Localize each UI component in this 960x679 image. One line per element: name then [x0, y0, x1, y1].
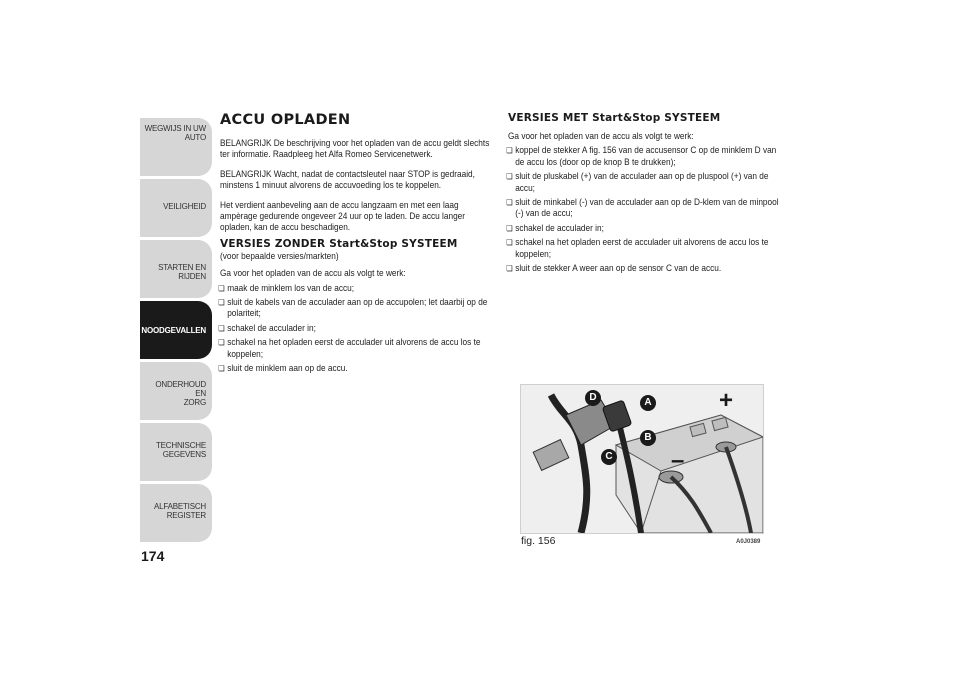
sidebar-item-label: AUTO — [184, 133, 206, 142]
list-item: ❏ sluit de kabels van de acculader aan op de accupolen; let daarbij op de polariteit; — [220, 297, 497, 320]
sidebar-item-register[interactable] — [140, 484, 212, 542]
paragraph: BELANGRIJK Wacht, nadat de contactsleutel naar STOP is gedraaid, minstens 1 minuut alvorens de accuvoeding los te koppelen. — [220, 168, 475, 191]
intro-text: Ga voor het opladen van de accu als volgt te werk: — [508, 131, 694, 141]
list-item: ❏ schakel de acculader in; — [220, 323, 497, 334]
battery-figure — [520, 384, 764, 534]
label-d: D — [585, 390, 601, 406]
sidebar-item-onderhoud[interactable] — [140, 362, 212, 420]
list-item: ❏ koppel de stekker A fig. 156 van de accusensor C op de minklem D van de accu los (door op de knop B te drukken); — [508, 145, 785, 168]
sidebar-item-label: REGISTER — [166, 511, 206, 520]
sidebar-item-technische[interactable] — [140, 423, 212, 481]
paragraph: BELANGRIJK De beschrijving voor het opladen van de accu geldt slechts ter informatie. Raadpleeg het Alfa Romeo Servicenetwerk. — [220, 138, 490, 160]
intro-text: Ga voor het opladen van de accu als volgt te werk: — [220, 268, 406, 279]
subheading: VERSIES MET Start&Stop SYSTEEM — [508, 112, 721, 124]
minus-sign: – — [671, 447, 685, 474]
plus-sign: + — [719, 387, 734, 414]
section-title: ACCU OPLADEN — [220, 112, 351, 128]
sidebar-item-wegwijs[interactable] — [140, 118, 212, 176]
figure-code: A0J0389 — [736, 539, 761, 545]
list-item: ❏ schakel na het opladen eerst de acculader uit alvorens de accu los te koppelen; — [220, 337, 497, 360]
list-item: ❏ sluit de pluskabel (+) van de acculader aan op de pluspool (+) van de accu; — [508, 171, 785, 194]
label-c: C — [601, 449, 617, 465]
label-a: A — [640, 395, 656, 411]
sidebar-item-label: STARTEN EN RIJDEN — [158, 263, 206, 281]
sidebar-item-label: WEGWIJS IN UW — [144, 124, 206, 133]
sidebar-item-label: ALFABETISCH — [153, 502, 206, 511]
list-item: ❏ maak de minklem los van de accu; — [220, 283, 497, 294]
list-item: ❏ sluit de minklem aan op de accu. — [220, 363, 497, 374]
label-b: B — [640, 430, 656, 446]
sidebar-item-label: TECHNISCHE — [155, 441, 206, 450]
figure-caption: fig. 156 — [521, 535, 556, 547]
list-item: ❏ schakel de acculader in; — [508, 223, 785, 234]
sidebar-item-label: VEILIGHEID — [163, 202, 206, 211]
sidebar-item-starten[interactable] — [140, 240, 212, 298]
steps-list — [508, 145, 780, 274]
right-column — [508, 112, 780, 277]
sidebar-item-label: GEGEVENS — [162, 450, 206, 459]
left-column — [220, 112, 492, 378]
sidebar-item-noodgevallen[interactable] — [140, 301, 212, 359]
sidebar-item-label: ZORG — [183, 398, 206, 407]
subheading: VERSIES ZONDER Start&Stop SYSTEEM — [220, 237, 458, 250]
paragraph: Het verdient aanbeveling aan de accu langzaam en met een laag ampèrage gedurende ongeveer 24 uur op te laden. De accu langer opladen, kan de accu beschadigen. — [220, 199, 466, 233]
list-item: ❏ schakel na het opladen eerst de acculader uit alvorens de accu los te koppelen; — [508, 237, 785, 260]
page-number: 174 — [141, 548, 165, 564]
sidebar-item-label: ONDERHOUD EN — [155, 380, 206, 398]
subnote: (voor bepaalde versies/markten) — [220, 250, 339, 261]
list-item: ❏ sluit de stekker A weer aan op de sensor C van de accu. — [508, 263, 785, 274]
sidebar-item-label: NOODGEVALLEN — [141, 325, 206, 335]
steps-list — [220, 283, 492, 375]
list-item: ❏ sluit de minkabel (-) van de acculader aan op de D-klem van de minpool (-) van de accu; — [508, 197, 785, 220]
sidebar-item-veiligheid[interactable] — [140, 179, 212, 237]
